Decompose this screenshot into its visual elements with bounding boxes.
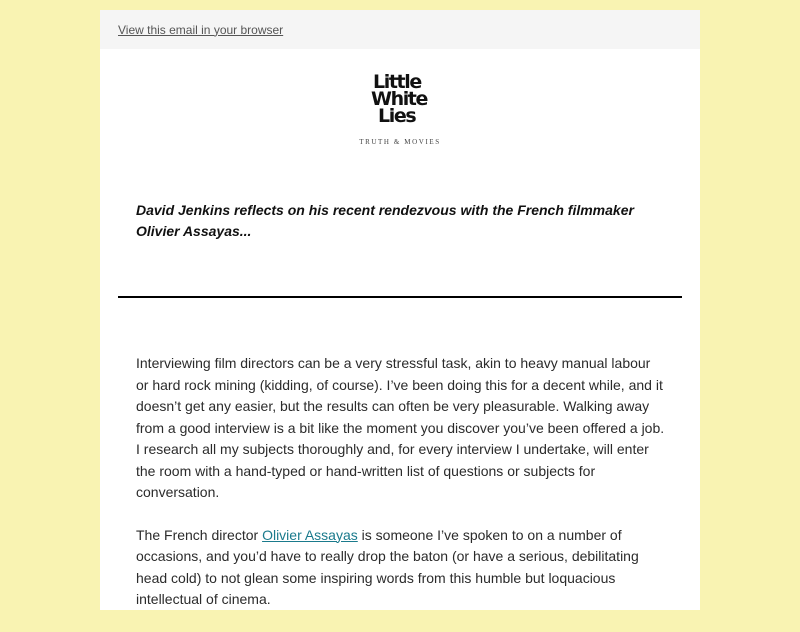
logo-line-2: White <box>371 88 427 110</box>
logo-wordmark <box>371 71 427 127</box>
view-in-browser-link[interactable]: View this email in your browser <box>118 22 284 37</box>
paragraph-2-text-end: is someone I’ve spoken to on a number of occasions, and you’d have to really drop the baton (or have a serious, debilitating head cold) to not glean some inspiring words from this humble but loquacious intellectual of cinema. <box>136 526 639 607</box>
logo-line-1: Little <box>373 71 421 93</box>
logo-line-3: Lies <box>378 105 416 127</box>
article-body <box>136 353 666 632</box>
olivier-assayas-link[interactable]: Olivier Assayas <box>262 526 358 543</box>
section-divider <box>118 296 682 298</box>
paragraph-2 <box>136 525 666 611</box>
intro-text: David Jenkins reflects on his recent rendezvous with the French filmmaker Olivier Assayas... <box>136 202 634 239</box>
preheader-bar <box>100 10 700 49</box>
email-container <box>100 10 700 610</box>
brand-logo[interactable] <box>100 71 700 146</box>
paragraph-1: Interviewing film directors can be a very stressful task, akin to heavy manual labour or hard rock mining (kidding, of course). I’ve been doing this for a decent while, and it doesn’t get any easier, but the results can often be very pleasurable. Walking away from a good interview is a bit like the moment you discover you’ve been offered a job. I research all my subjects thoroughly and, for every interview I undertake, will enter the room with a hand-typed or hand-written list of questions or subjects for conversation. <box>136 355 665 500</box>
logo-tagline: TRUTH & MOVIES <box>359 138 441 146</box>
paragraph-2-text-start: The French director <box>136 526 263 543</box>
